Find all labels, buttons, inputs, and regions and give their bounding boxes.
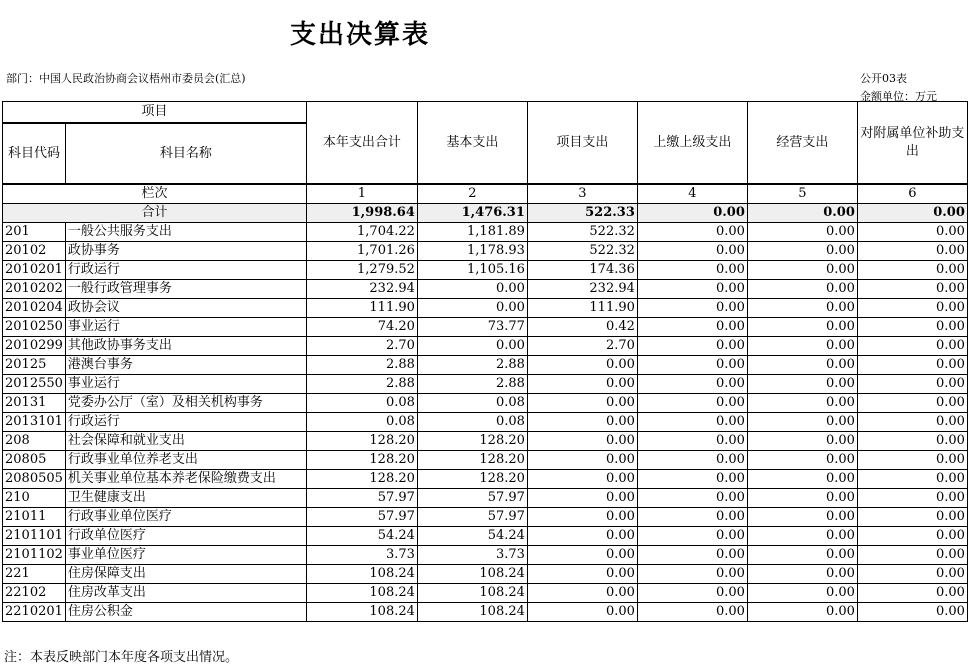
row-name: 行政事业单位养老支出 (65, 451, 306, 470)
row-name: 机关事业单位基本养老保险缴费支出 (65, 470, 306, 489)
row-code: 20102 (3, 242, 66, 261)
row-code: 2010201 (3, 261, 66, 280)
row-value: 3.73 (306, 546, 417, 565)
row-value: 0.00 (527, 413, 637, 432)
row-value: 0.00 (747, 508, 857, 527)
row-value: 0.00 (857, 565, 967, 584)
row-value: 2.88 (306, 375, 417, 394)
amount-unit: 金额单位：万元 (860, 90, 937, 103)
table-row (3, 280, 968, 299)
total-value: 0.00 (747, 204, 857, 223)
row-value: 0.08 (306, 394, 417, 413)
header-col-1: 本年支出合计 (306, 102, 417, 185)
row-code: 201 (3, 223, 66, 242)
row-value: 1,181.89 (417, 223, 527, 242)
row-value: 522.32 (527, 223, 637, 242)
row-value: 2.70 (527, 337, 637, 356)
row-value: 0.00 (747, 299, 857, 318)
lanci-label: 栏次 (3, 184, 307, 204)
row-name: 港澳台事务 (65, 356, 306, 375)
row-value: 522.32 (527, 242, 637, 261)
table-row (3, 223, 968, 242)
header-col-6: 对附属单位补助支出 (857, 102, 967, 185)
row-value: 0.00 (747, 375, 857, 394)
row-name: 政协会议 (65, 299, 306, 318)
row-code: 21011 (3, 508, 66, 527)
row-value: 57.97 (417, 489, 527, 508)
row-value: 0.00 (857, 489, 967, 508)
row-name: 社会保障和就业支出 (65, 432, 306, 451)
row-value: 0.00 (747, 223, 857, 242)
table-row (3, 508, 968, 527)
row-value: 108.24 (306, 603, 417, 622)
lanci-3: 3 (527, 184, 637, 204)
row-value: 0.00 (637, 223, 747, 242)
row-name: 行政事业单位医疗 (65, 508, 306, 527)
row-code: 20125 (3, 356, 66, 375)
department-label: 部门：中国人民政治协商会议梧州市委员会(汇总) (6, 72, 246, 85)
row-value: 0.00 (527, 356, 637, 375)
row-value: 0.00 (527, 603, 637, 622)
table-row (3, 261, 968, 280)
header-col-3: 项目支出 (527, 102, 637, 185)
row-value: 0.00 (747, 546, 857, 565)
row-name: 事业单位医疗 (65, 546, 306, 565)
row-name: 行政单位医疗 (65, 527, 306, 546)
row-value: 0.00 (857, 356, 967, 375)
row-value: 0.08 (306, 413, 417, 432)
row-code: 2013101 (3, 413, 66, 432)
row-value: 57.97 (306, 508, 417, 527)
table-row (3, 394, 968, 413)
row-value: 3.73 (417, 546, 527, 565)
row-value: 0.00 (747, 413, 857, 432)
row-value: 0.00 (857, 242, 967, 261)
lanci-1: 1 (306, 184, 417, 204)
row-value: 0.00 (637, 470, 747, 489)
row-value: 108.24 (306, 565, 417, 584)
row-value: 0.00 (747, 394, 857, 413)
row-value: 128.20 (306, 451, 417, 470)
row-value: 0.00 (747, 261, 857, 280)
row-code: 208 (3, 432, 66, 451)
row-value: 57.97 (417, 508, 527, 527)
row-value: 0.00 (747, 565, 857, 584)
header-col-2: 基本支出 (417, 102, 527, 185)
total-value: 1,998.64 (306, 204, 417, 223)
row-value: 0.00 (417, 337, 527, 356)
expenditure-table (2, 101, 968, 622)
row-name: 住房保障支出 (65, 565, 306, 584)
footnote: 注：本表反映部门本年度各项支出情况。 (4, 650, 239, 665)
total-label: 合计 (3, 204, 307, 223)
row-name: 卫生健康支出 (65, 489, 306, 508)
row-value: 0.00 (637, 242, 747, 261)
row-value: 0.00 (637, 356, 747, 375)
total-value: 1,476.31 (417, 204, 527, 223)
table-row (3, 546, 968, 565)
row-value: 0.00 (857, 337, 967, 356)
row-name: 一般公共服务支出 (65, 223, 306, 242)
row-name: 行政运行 (65, 413, 306, 432)
row-value: 0.00 (857, 603, 967, 622)
row-code: 221 (3, 565, 66, 584)
row-value: 0.42 (527, 318, 637, 337)
row-value: 0.00 (747, 318, 857, 337)
table-row (3, 413, 968, 432)
row-code: 2010250 (3, 318, 66, 337)
row-value: 0.00 (637, 527, 747, 546)
row-value: 0.00 (747, 584, 857, 603)
row-value: 0.00 (857, 318, 967, 337)
table-row (3, 299, 968, 318)
row-name: 住房公积金 (65, 603, 306, 622)
row-value: 174.36 (527, 261, 637, 280)
row-value: 0.00 (857, 280, 967, 299)
row-name: 事业运行 (65, 375, 306, 394)
row-value: 0.00 (637, 432, 747, 451)
row-code: 22102 (3, 584, 66, 603)
row-value: 0.00 (857, 413, 967, 432)
row-value: 0.00 (637, 261, 747, 280)
table-row (3, 451, 968, 470)
header-item: 项目 (3, 102, 307, 124)
row-value: 0.00 (527, 470, 637, 489)
row-value: 0.00 (527, 451, 637, 470)
row-value: 0.00 (637, 451, 747, 470)
row-value: 0.00 (857, 584, 967, 603)
row-value: 1,105.16 (417, 261, 527, 280)
table-row (3, 375, 968, 394)
row-value: 0.00 (747, 337, 857, 356)
lanci-4: 4 (637, 184, 747, 204)
row-value: 0.00 (857, 451, 967, 470)
row-code: 2210201 (3, 603, 66, 622)
lanci-2: 2 (417, 184, 527, 204)
row-value: 0.00 (527, 432, 637, 451)
row-name: 住房改革支出 (65, 584, 306, 603)
row-value: 2.88 (417, 356, 527, 375)
row-value: 128.20 (417, 451, 527, 470)
row-value: 0.00 (637, 508, 747, 527)
row-value: 1,701.26 (306, 242, 417, 261)
row-name: 其他政协事务支出 (65, 337, 306, 356)
row-value: 0.00 (637, 280, 747, 299)
row-value: 0.00 (857, 375, 967, 394)
row-value: 0.00 (747, 242, 857, 261)
total-row (3, 204, 968, 223)
lanci-5: 5 (747, 184, 857, 204)
table-row (3, 337, 968, 356)
row-value: 0.00 (527, 375, 637, 394)
table-row (3, 489, 968, 508)
row-value: 0.00 (637, 603, 747, 622)
row-value: 0.00 (637, 546, 747, 565)
row-value: 0.00 (747, 432, 857, 451)
table-row (3, 242, 968, 261)
table-row (3, 527, 968, 546)
row-value: 0.00 (637, 318, 747, 337)
table-row (3, 318, 968, 337)
row-value: 0.00 (747, 603, 857, 622)
row-value: 111.90 (306, 299, 417, 318)
row-value: 0.00 (637, 299, 747, 318)
row-name: 事业运行 (65, 318, 306, 337)
table-row (3, 470, 968, 489)
row-code: 2101101 (3, 527, 66, 546)
table-row (3, 565, 968, 584)
row-value: 108.24 (417, 584, 527, 603)
row-value: 232.94 (527, 280, 637, 299)
row-value: 2.88 (417, 375, 527, 394)
row-value: 0.00 (747, 451, 857, 470)
row-value: 1,704.22 (306, 223, 417, 242)
row-name: 一般行政管理事务 (65, 280, 306, 299)
total-value: 522.33 (527, 204, 637, 223)
row-value: 0.00 (637, 375, 747, 394)
row-code: 2010202 (3, 280, 66, 299)
row-value: 1,279.52 (306, 261, 417, 280)
row-value: 54.24 (417, 527, 527, 546)
row-value: 0.00 (747, 489, 857, 508)
row-value: 0.00 (857, 508, 967, 527)
row-value: 108.24 (417, 603, 527, 622)
row-name: 党委办公厅（室）及相关机构事务 (65, 394, 306, 413)
row-value: 57.97 (306, 489, 417, 508)
row-value: 0.00 (527, 546, 637, 565)
row-value: 111.90 (527, 299, 637, 318)
row-value: 0.00 (637, 584, 747, 603)
row-value: 2.70 (306, 337, 417, 356)
lanci-6: 6 (857, 184, 967, 204)
row-code: 2012550 (3, 375, 66, 394)
row-value: 128.20 (306, 470, 417, 489)
total-value: 0.00 (857, 204, 967, 223)
row-value: 0.00 (747, 280, 857, 299)
header-name: 科目名称 (65, 123, 306, 184)
row-code: 2101102 (3, 546, 66, 565)
row-value: 1,178.93 (417, 242, 527, 261)
row-code: 2080505 (3, 470, 66, 489)
row-value: 0.00 (747, 527, 857, 546)
row-value: 108.24 (306, 584, 417, 603)
form-number: 公开03表 (860, 72, 907, 85)
row-value: 0.00 (857, 432, 967, 451)
row-value: 128.20 (306, 432, 417, 451)
header-col-5: 经营支出 (747, 102, 857, 185)
row-code: 210 (3, 489, 66, 508)
header-code: 科目代码 (3, 123, 66, 184)
row-value: 0.00 (417, 280, 527, 299)
row-value: 0.00 (637, 337, 747, 356)
row-value: 0.00 (527, 565, 637, 584)
row-value: 0.00 (637, 489, 747, 508)
row-value: 232.94 (306, 280, 417, 299)
table-row (3, 356, 968, 375)
row-value: 0.00 (857, 470, 967, 489)
row-value: 0.00 (637, 413, 747, 432)
row-value: 0.00 (857, 546, 967, 565)
row-value: 74.20 (306, 318, 417, 337)
row-value: 0.00 (857, 299, 967, 318)
row-code: 20131 (3, 394, 66, 413)
row-name: 政协事务 (65, 242, 306, 261)
row-value: 0.00 (527, 394, 637, 413)
page-title: 支出决算表 (289, 20, 430, 50)
row-value: 0.00 (527, 508, 637, 527)
row-value: 0.00 (527, 527, 637, 546)
row-value: 128.20 (417, 470, 527, 489)
total-value: 0.00 (637, 204, 747, 223)
row-value: 0.08 (417, 413, 527, 432)
row-value: 108.24 (417, 565, 527, 584)
row-value: 0.00 (747, 470, 857, 489)
row-code: 2010204 (3, 299, 66, 318)
row-value: 0.00 (637, 565, 747, 584)
table-row (3, 603, 968, 622)
row-code: 2010299 (3, 337, 66, 356)
row-value: 54.24 (306, 527, 417, 546)
row-value: 2.88 (306, 356, 417, 375)
row-code: 20805 (3, 451, 66, 470)
row-value: 0.00 (857, 223, 967, 242)
row-value: 0.00 (527, 584, 637, 603)
row-value: 0.00 (417, 299, 527, 318)
row-value: 0.00 (857, 261, 967, 280)
row-name: 行政运行 (65, 261, 306, 280)
row-value: 0.00 (857, 527, 967, 546)
header-col-4: 上缴上级支出 (637, 102, 747, 185)
row-value: 0.00 (747, 356, 857, 375)
table-row (3, 432, 968, 451)
row-value: 73.77 (417, 318, 527, 337)
row-value: 0.00 (637, 394, 747, 413)
row-value: 128.20 (417, 432, 527, 451)
row-value: 0.00 (857, 394, 967, 413)
row-value: 0.08 (417, 394, 527, 413)
row-value: 0.00 (527, 489, 637, 508)
table-row (3, 584, 968, 603)
